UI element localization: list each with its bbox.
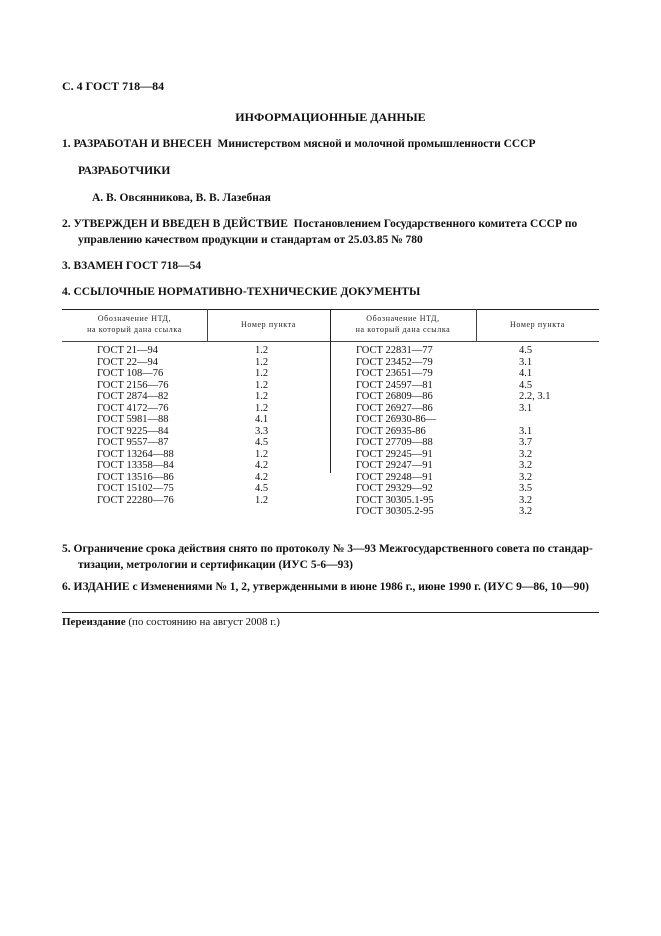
table-cell-doc: ГОСТ 13516—86	[97, 471, 174, 483]
table-header-doc-right: Обозначение НТД, на который дана ссылка	[355, 314, 451, 334]
table-col-left-docs	[97, 345, 174, 506]
table-cell-doc: ГОСТ 26935-86	[356, 425, 426, 437]
table-cell-item: 1.2	[255, 356, 269, 368]
table-cell-item: 3.5	[519, 483, 533, 494]
section-5-line2: тизации, метрологии и сертификации (ИУС 5-6—93)	[78, 559, 354, 571]
reissue-label: Переиздание	[62, 616, 126, 628]
page-title: ИНФОРМАЦИОННЫЕ ДАННЫЕ	[235, 110, 426, 124]
section-2-cont: управлению качеством продукции и стандартам от 25.03.85 № 780	[78, 234, 423, 246]
section-2	[62, 216, 602, 248]
table-col-right-docs	[356, 345, 436, 518]
section-1	[62, 136, 536, 152]
table-cell-doc: ГОСТ 4172—76	[97, 402, 169, 414]
table-cell-doc: ГОСТ 26927—86	[356, 402, 433, 414]
table-cell-doc: ГОСТ 2874—82	[97, 391, 169, 402]
table-cell-item: 3.2	[519, 506, 533, 517]
table-cell-doc: ГОСТ 30305.2-95	[356, 506, 434, 517]
section-3: 3. ВЗАМЕН ГОСТ 718—54	[62, 260, 202, 272]
developers-heading: РАЗРАБОТЧИКИ	[78, 165, 171, 177]
table-header-doc-left: Обозначение НТД, на который дана ссылка	[87, 314, 182, 334]
section-4: 4. ССЫЛОЧНЫЕ НОРМАТИВНО-ТЕХНИЧЕСКИЕ ДОКУМЕНТЫ	[62, 286, 421, 298]
table-cell-item: 1.2	[255, 379, 269, 391]
table-cell-item: 4.5	[255, 483, 269, 494]
developers-names: А. В. Овсянникова, В. В. Лазебная	[92, 192, 271, 204]
table-cell-item: 3.1	[519, 425, 533, 437]
table-cell-item: 3.2	[519, 448, 533, 460]
table-cell-doc: ГОСТ 23651—79	[356, 368, 433, 379]
table-cell-item: 3.2	[519, 471, 533, 483]
table-cell-item: 2.2, 3.1	[519, 391, 551, 402]
table-cell-doc: ГОСТ 108—76	[97, 368, 164, 379]
table-cell-item: 1.2	[255, 448, 269, 460]
table-cell-item: 3.1	[519, 402, 533, 414]
section-1-lead: 1. РАЗРАБОТАН И ВНЕСЕН	[62, 138, 212, 150]
table-cell-item: 4.1	[255, 414, 269, 425]
table-cell-doc: ГОСТ 29329—92	[356, 483, 433, 494]
table-cell-doc: ГОСТ 22831—77	[356, 345, 433, 356]
table-cell-doc: ГОСТ 13264—88	[97, 448, 174, 460]
table-cell-doc: ГОСТ 24597—81	[356, 379, 433, 391]
table-cell-item: 3.7	[519, 437, 533, 448]
table-cell-item: 4.2	[255, 460, 269, 471]
page-header: С. 4 ГОСТ 718—84	[62, 79, 165, 93]
table-cell-doc: ГОСТ 23452—79	[356, 356, 433, 368]
table-cell-item	[519, 414, 551, 426]
section-2-text: Постановлением Государственного комитета СССР по	[293, 218, 578, 230]
section-6: 6. ИЗДАНИЕ с Изменениями № 1, 2, утвержденными в июне 1986 г., июне 1990 г. (ИУС 9—86, 10—90)	[62, 581, 590, 593]
table-header-item-left: Номер пункта	[241, 320, 296, 329]
table-cell-doc: ГОСТ 9225—84	[97, 425, 169, 437]
table-cell-item: 4.5	[255, 437, 269, 448]
table-cell-doc: ГОСТ 5981—88	[97, 414, 169, 425]
table-cell-doc: ГОСТ 27709—88	[356, 437, 433, 448]
table-cell-doc: ГОСТ 29245—91	[356, 448, 433, 460]
references-table	[62, 309, 599, 517]
table-col-right-items	[519, 345, 551, 518]
table-col-left-items	[255, 345, 268, 506]
table-header-item-right: Номер пункта	[510, 320, 565, 329]
table-cell-doc: ГОСТ 29247—91	[356, 460, 433, 471]
table-cell-item: 1.2	[255, 391, 269, 402]
table-cell-item: 3.2	[519, 460, 533, 471]
table-cell-item: 3.1	[519, 356, 533, 368]
table-cell-doc: ГОСТ 9557—87	[97, 437, 169, 448]
reissue-note	[62, 612, 599, 628]
table-cell-doc: ГОСТ 2156—76	[97, 379, 169, 391]
section-5-line1: 5. Ограничение срока действия снято по протоколу № 3—93 Межгосударственного совета по стандар-	[62, 543, 593, 555]
table-cell-item: 1.2	[255, 345, 269, 356]
section-5	[62, 541, 593, 573]
table-cell-item: 4.1	[519, 368, 533, 379]
table-cell-doc: ГОСТ 26809—86	[356, 391, 433, 402]
table-cell-item: 4.2	[255, 471, 269, 483]
table-cell-doc: ГОСТ 15102—75	[97, 483, 174, 494]
section-1-text: Министерством мясной и молочной промышленности СССР	[217, 138, 536, 150]
section-2-lead: 2. УТВЕРЖДЕН И ВВЕДЕН В ДЕЙСТВИЕ	[62, 218, 288, 230]
table-cell-doc: ГОСТ 22280—76	[97, 494, 174, 506]
table-cell-doc: ГОСТ 26930-86—	[356, 414, 437, 425]
table-cell-doc: ГОСТ 22—94	[97, 356, 159, 368]
table-cell-item: 1.2	[255, 402, 269, 414]
table-cell-item: 3.2	[519, 494, 533, 506]
table-cell-doc: ГОСТ 29248—91	[356, 471, 433, 483]
table-cell-doc: ГОСТ 21—94	[97, 345, 159, 356]
table-cell-item: 1.2	[255, 368, 269, 379]
table-cell-item: 4.5	[519, 379, 533, 391]
reissue-text: (по состоянию на август 2008 г.)	[125, 616, 280, 628]
table-cell-item: 4.5	[519, 345, 533, 356]
table-cell-item: 3.3	[255, 425, 269, 437]
table-cell-doc: ГОСТ 30305.1-95	[356, 494, 434, 506]
table-cell-doc: ГОСТ 13358—84	[97, 460, 174, 471]
table-cell-item: 1.2	[255, 494, 269, 506]
